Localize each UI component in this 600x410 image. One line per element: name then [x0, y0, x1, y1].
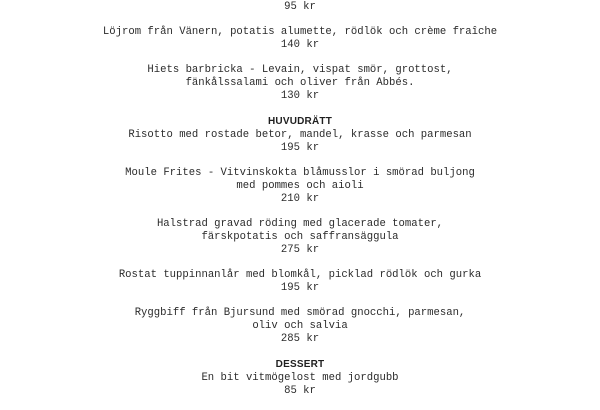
dish-price: 130 kr: [280, 90, 320, 102]
dish-price: 195 kr: [280, 142, 320, 154]
dish-name: Hiets barbricka - Levain, vispat smör, grottost,: [147, 64, 453, 76]
menu-item: [0, 26, 600, 52]
menu-item: [0, 129, 600, 155]
dish-price: 85 kr: [284, 385, 316, 397]
dish-price: 195 kr: [280, 282, 320, 294]
dish-name: oliv och salvia: [252, 320, 348, 332]
section-heading-dessert: DESSERT: [275, 359, 325, 370]
dish-price: 210 kr: [280, 193, 320, 205]
dish-price: 275 kr: [280, 244, 320, 256]
dish-price: 285 kr: [280, 333, 320, 345]
menu-item: [0, 269, 600, 295]
menu-item: [0, 64, 600, 103]
dish-name: färskpotatis och saffransäggula: [201, 231, 399, 243]
dish-name: En bit vitmögelost med jordgubb: [201, 372, 399, 384]
dish-name: Halstrad gravad röding med glacerade tomater,: [156, 218, 444, 230]
dish-name: fänkålssalami och oliver från Abbés.: [185, 77, 415, 89]
dish-name: Rostat tuppinnanlår med blomkål, picklad rödlök och gurka: [118, 269, 482, 281]
menu-item: [0, 167, 600, 206]
dish-name: med pommes och aioli: [236, 180, 364, 192]
menu-item: [0, 372, 600, 398]
dish-name: Moule Frites - Vitvinskokta blåmusslor i smörad buljong: [125, 167, 475, 179]
menu-item: [0, 218, 600, 257]
dish-name: Ryggbiff från Bjursund med smörad gnocchi, parmesan,: [134, 307, 466, 319]
dish-price: 95 kr: [284, 1, 316, 13]
dish-name: Löjrom från Vänern, potatis alumette, rödlök och crème fraîche: [102, 26, 498, 38]
menu-item: [0, 0, 600, 14]
dish-name: Risotto med rostade betor, mandel, krasse och parmesan: [128, 129, 472, 141]
menu-item: [0, 307, 600, 346]
dish-price: 140 kr: [280, 39, 320, 51]
section-heading-mains: HUVUDRÄTT: [267, 116, 333, 127]
